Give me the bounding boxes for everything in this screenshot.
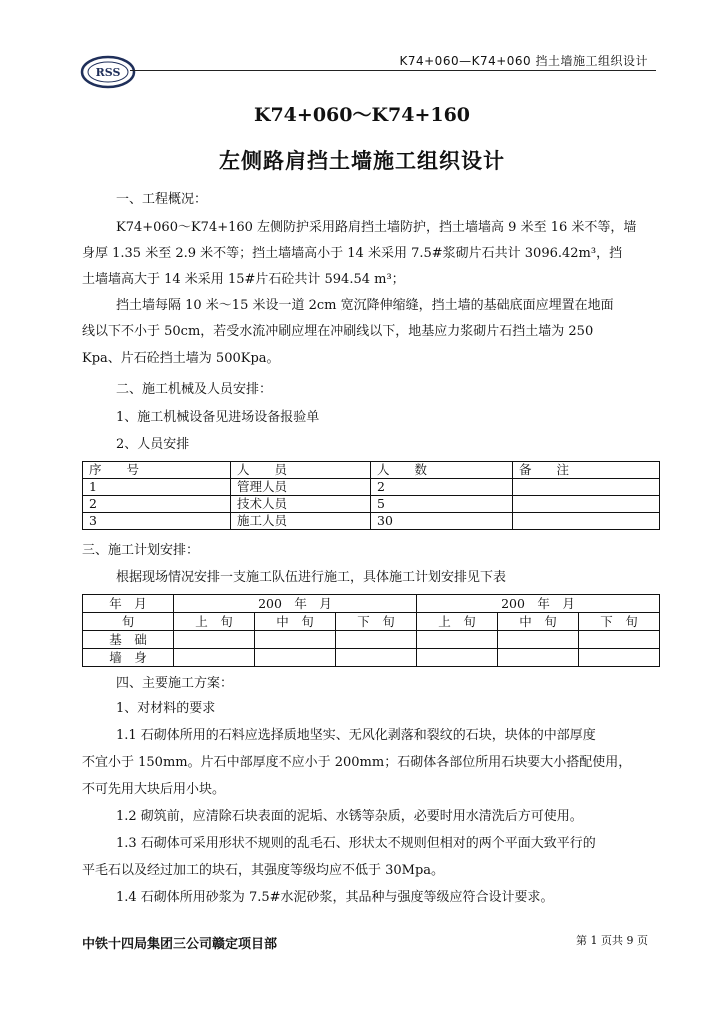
table-cell: 2 xyxy=(371,479,513,496)
footer-organization: 中铁十四局集团三公司赣定项目部 xyxy=(82,937,278,952)
section-4-heading: 四、主要施工方案： xyxy=(116,676,234,691)
paragraph-5-line-1: 1.3 石砌体可采用形状不规则的乱毛石、形状太不规则但相对的两个平面大致平行的 xyxy=(116,836,596,851)
logo-text: RSS xyxy=(95,66,121,79)
paragraph-6: 1.4 石砌体所用砂浆为 7.5#水泥砂浆，其品种与强度等级应符合设计要求。 xyxy=(116,890,554,905)
period-cell: 下 旬 xyxy=(336,613,417,631)
table-row xyxy=(83,513,660,530)
period-cell: 中 旬 xyxy=(255,613,336,631)
table-row xyxy=(83,631,660,649)
table-header-row xyxy=(83,462,660,479)
table-cell: 管理人员 xyxy=(231,479,371,496)
year-month-label: 年 月 xyxy=(83,595,174,613)
table-cell xyxy=(579,631,660,649)
table-row xyxy=(83,649,660,667)
paragraph-2-line-2: 线以下不小于 50cm，若受水流冲刷应埋在冲刷线以下，地基应力浆砌片石挡土墙为 250 xyxy=(82,324,594,339)
company-logo xyxy=(80,52,136,92)
paragraph-2-line-3: Kpa、片石砼挡土墙为 500Kpa。 xyxy=(82,351,280,366)
paragraph-5-line-2: 平毛石以及经过加工的块石，其强度等级均应不低于 30Mpa。 xyxy=(82,863,445,878)
paragraph-3-line-3: 不可先用大块后用小块。 xyxy=(82,782,226,797)
paragraph-3-line-2: 不宜小于 150mm。片石中部厚度不应小于 200mm；石砌体各部位所用石块要大小搭配使用， xyxy=(82,755,632,770)
table-cell xyxy=(336,631,417,649)
period-label: 旬 xyxy=(83,613,174,631)
table-header-row xyxy=(83,595,660,613)
section-3-heading: 三、施工计划安排： xyxy=(82,543,200,558)
table-row xyxy=(83,479,660,496)
table-header-cell: 备 注 xyxy=(513,462,660,479)
row-label: 基 础 xyxy=(83,631,174,649)
paragraph-4: 1.2 砌筑前，应清除石块表面的泥垢、水锈等杂质，必要时用水清洗后方可使用。 xyxy=(116,809,583,824)
table-cell: 施工人员 xyxy=(231,513,371,530)
paragraph-1-line-2: 身厚 1.35 米至 2.9 米不等；挡土墙墙高小于 14 米采用 7.5#浆砌片石共计 3096.42m³，挡 xyxy=(82,246,623,261)
section-1-heading: 一、工程概况： xyxy=(116,192,208,207)
table-cell xyxy=(255,649,336,667)
period-cell: 上 旬 xyxy=(417,613,498,631)
table-cell xyxy=(513,496,660,513)
paragraph-1-line-3: 土墙墙高大于 14 米采用 15#片石砼共计 594.54 m³； xyxy=(82,272,405,287)
table-cell xyxy=(174,649,255,667)
table-cell: 30 xyxy=(371,513,513,530)
page-title-range: K74+060～K74+160 xyxy=(253,104,471,126)
header-divider xyxy=(130,70,656,71)
table-cell xyxy=(336,649,417,667)
paragraph-3-line-1: 1.1 石砌体所用的石料应选择质地坚实、无风化剥落和裂纹的石块，块体的中部厚度 xyxy=(116,728,596,743)
table-cell: 2 xyxy=(83,496,231,513)
table-header-cell: 序 号 xyxy=(83,462,231,479)
table-row xyxy=(83,496,660,513)
section-2-heading: 二、施工机械及人员安排： xyxy=(116,382,273,397)
document-reference: K74+060—K74+060 挡土墙施工组织设计 xyxy=(399,54,648,68)
table-cell: 5 xyxy=(371,496,513,513)
paragraph-2-line-1: 挡土墙每隔 10 米～15 米设一道 2cm 宽沉降伸缩缝，挡土墙的基础底面应埋置在地面 xyxy=(116,298,614,313)
staff-table xyxy=(82,461,660,530)
table-cell xyxy=(513,513,660,530)
table-cell: 技术人员 xyxy=(231,496,371,513)
construction-plan-table xyxy=(82,594,660,667)
table-cell xyxy=(255,631,336,649)
page-title: 左侧路肩挡土墙施工组织设计 xyxy=(219,149,505,173)
period-cell: 上 旬 xyxy=(174,613,255,631)
table-cell: 1 xyxy=(83,479,231,496)
section-2-item-2: 2、人员安排 xyxy=(116,437,190,452)
section-4-item-1: 1、对材料的要求 xyxy=(116,701,216,716)
table-cell xyxy=(513,479,660,496)
row-label: 墙 身 xyxy=(83,649,174,667)
page-number: 第 1 页共 9 页 xyxy=(576,934,648,947)
paragraph-1-line-1: K74+060～K74+160 左侧防护采用路肩挡土墙防护，挡土墙墙高 9 米至 16 米不等，墙 xyxy=(116,220,637,235)
table-cell xyxy=(174,631,255,649)
table-header-row xyxy=(83,613,660,631)
month-2-header: 200 年 月 xyxy=(417,595,660,613)
table-cell xyxy=(498,649,579,667)
month-1-header: 200 年 月 xyxy=(174,595,417,613)
period-cell: 中 旬 xyxy=(498,613,579,631)
period-cell: 下 旬 xyxy=(579,613,660,631)
table-cell: 3 xyxy=(83,513,231,530)
table-cell xyxy=(498,631,579,649)
table-cell xyxy=(417,631,498,649)
table-header-cell: 人 员 xyxy=(231,462,371,479)
section-3-text: 根据现场情况安排一支施工队伍进行施工，具体施工计划安排见下表 xyxy=(116,570,507,585)
section-2-item-1: 1、施工机械设备见进场设备报验单 xyxy=(116,410,320,425)
table-cell xyxy=(579,649,660,667)
table-header-cell: 人 数 xyxy=(371,462,513,479)
table-cell xyxy=(417,649,498,667)
